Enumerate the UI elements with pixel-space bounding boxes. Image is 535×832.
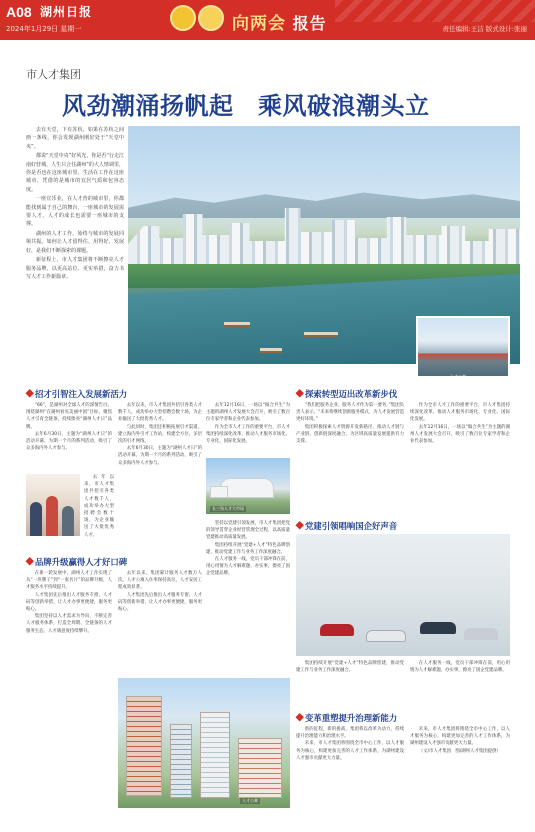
tower-shape: [200, 712, 230, 798]
paragraph: 在新一轮发展中，湖州人才工作实现了从“一块牌子”到“一张名片”的品牌升级，人才服务水平持续提升。: [26, 571, 112, 591]
paragraph: 集团持续开展“党建+人才”特色品牌创建，推动党建工作与业务工作深度融合。: [296, 661, 404, 674]
section-text: [118, 570, 202, 674]
boat-shape: [260, 348, 282, 353]
paragraph: 在人才服务一线，党员干部冲锋在前，用心用情为人才解难题、办实事，擦亮了国企党建品牌。: [206, 557, 290, 577]
lead-paragraph: 都说“天堂中央”好风光，你是否“行走江南好营城，人生只合住湖州”的大人情调里，你是否也在这座城市里，生活在工作在这座城市，凭借的是城市的宜居气质和包容态度。: [26, 153, 124, 193]
section-text: [410, 402, 510, 514]
section-title-sub: 报告: [292, 14, 327, 33]
lead-paragraph: 去有天堂，下有苏杭，如果在苏杭之间画一条线，你会发现湖州刚好处于“天堂中央”。: [26, 127, 124, 150]
paragraph: 新的征程，新的挑战，集团将以改革为动力，持续提升治理能力和治理水平。: [296, 727, 404, 740]
section-heading-text: 探索转型迈出改革新步伐: [305, 389, 398, 399]
paragraph: 去年12月16日，一场以“做合共生”为主题的湖州人才发展大会召开，吸引了数百位专家学者和企业代表参加。: [410, 424, 510, 445]
recruitment-photo: [26, 474, 80, 536]
section-text: [296, 726, 404, 822]
tower-shape: [170, 724, 192, 798]
paragraph: 集团持续开展“党建+人才”特色品牌创建，推动党建工作与业务工作深度融合。: [206, 542, 290, 555]
article-headline: 风劲潮涌扬帆起 乘风破浪潮头立: [62, 92, 430, 120]
diamond-icon: [25, 557, 33, 565]
section-title-main: 向两会: [232, 14, 286, 34]
paragraph: 去年以来，市人才集团共招引各类人才数千人，成功举办大型招聘会数十场，为企业输送了大批优秀人才。: [84, 475, 114, 538]
paragraph: 去年12月16日，一场以“做合共生”为主题的湖州人才发展大会召开，吸引了数百位专家学者和企业代表参加。: [206, 403, 290, 423]
paragraph: 集团积极探索人才资源开发新路径，推动人才链与产业链、创新链深度融合，为区域高质量发展提供有力支撑。: [296, 424, 404, 445]
paragraph: 与此同时，集团还积极拓展引才渠道，建立海内外引才工作站，构建全方位、多层次的引才网络。: [118, 424, 202, 445]
section-heading: [296, 712, 397, 724]
person-shape: [30, 502, 42, 536]
boat-shape: [224, 322, 250, 327]
section-heading-text: 变革重塑提升治理新能力: [305, 713, 398, 723]
section-text: [84, 474, 114, 550]
photo-caption: 长三角人才大市场: [212, 506, 244, 511]
paragraph: 作为全市人才工作的重要平台，市人才集团持续深化改革，推动人才服务市场化、专业化、国际化发展。: [410, 403, 510, 423]
paragraph: 去年以来，市人才集团共招引各类人才数千人，成功举办大型招聘会数十场，为企业输送了大批优秀人才。: [118, 403, 202, 423]
paragraph: 人才集团先后推出人才服务专窗、人才码等创新举措，让人才办事更便捷，服务更贴心。: [26, 592, 112, 613]
talent-apartment-photo: [118, 678, 290, 808]
exhibition-hall-photo: [296, 534, 510, 656]
inset-caption: 人才公寓: [450, 374, 466, 379]
car-shape: [464, 628, 498, 640]
newspaper-name: 湖州日报: [40, 5, 93, 19]
section-heading-text: 品牌升级赢得人才好口碑: [35, 557, 128, 567]
paragraph: 去年6月30日，主题为“湖州人才日”的活动开幕，为期一个月的系列活动，吸引了众多海内外人才参与。: [118, 446, 202, 466]
car-shape: [320, 624, 354, 636]
section-heading: [26, 556, 127, 568]
emblem-icon: [198, 5, 224, 31]
section-heading: [296, 388, 397, 400]
section-text: [410, 660, 510, 706]
building-shape: [220, 478, 274, 498]
page-number: A08: [6, 4, 32, 20]
paragraph: 人才集团先后推出人才服务专窗、人才码等创新举措，让人才办事更便捷，服务更贴心。: [118, 592, 202, 613]
paragraph: 集团坚持以人才需求为导向，不断完善人才服务体系，打造全周期、全链条的人才服务生态，人才满意度持续攀升。: [26, 614, 112, 634]
issue-date: 2024年1月29日 星期一: [6, 25, 82, 33]
section-heading-text: 党建引领唱响国企好声音: [305, 521, 398, 531]
emblem-icon: [170, 5, 196, 31]
paragraph: “66”，是湖州对全球人才的深情告白。围绕湖州“在湖州看见美丽中国”目标，聚焦人才引育全链条，持续擦亮“湖州人才日”品牌。: [26, 403, 112, 430]
page-header: [0, 0, 535, 40]
section-title: [232, 9, 327, 34]
lead-text: [26, 126, 124, 350]
diamond-icon: [295, 521, 303, 529]
section-heading: [296, 520, 397, 532]
mountain-shape: [128, 184, 520, 218]
tower-shape: [238, 738, 282, 798]
section-text: [410, 726, 510, 822]
inset-photo: [416, 316, 510, 378]
article-kicker: 市人才集团: [26, 68, 81, 81]
car-shape: [420, 622, 456, 634]
paragraph: （文/市人才集团 图/湖州人才集团提供）: [418, 748, 501, 754]
lead-paragraph: 湖州的人才工作，始终与城市的发展同频共振。如何让人才留得住、用得好、发展好，是我们不断探索的课题。: [26, 230, 124, 254]
section-text: [26, 570, 112, 824]
section-heading-text: 招才引智注入发展新活力: [35, 389, 128, 399]
section-heading: [26, 388, 127, 400]
editor-credit: 责任编辑:王洁 版式设计:张丽: [442, 25, 527, 33]
building-shape: [210, 486, 228, 498]
diamond-icon: [295, 389, 303, 397]
car-shape: [366, 630, 406, 642]
section-text: [26, 402, 112, 472]
diamond-icon: [25, 389, 33, 397]
boat-shape: [304, 332, 338, 337]
paragraph: 未来，市人才集团将围绕全市中心工作，以人才服务为核心，构建更加完善的人才工作体系，为湖州建设人才强市贡献更大力量。: [410, 727, 510, 747]
photo-caption: 人才公寓: [242, 798, 258, 803]
section-text: [206, 520, 290, 674]
section-text: [118, 402, 202, 550]
paragraph: 去年以来，集团累计服务人才数万人次，人才公寓入住率保持高位，人才安居工程成效显著。: [118, 571, 202, 591]
section-text: [296, 660, 404, 706]
paragraph: 未来，市人才集团将围绕全市中心工作，以人才服务为核心，构建更加完善的人才工作体系，为湖州建设人才强市贡献更大力量。: [296, 741, 404, 761]
paragraph: 坚持以党建引领发展，市人才集团把党的领导贯穿企业经营管理全过程，以高质量党建推动高质量发展。: [206, 521, 290, 541]
paragraph: 去年6月30日，主题为“湖州人才日”的活动开幕，为期一个月的系列活动，吸引了众多海内外人才参与。: [26, 431, 112, 452]
paragraph: 作为全市人才工作的重要平台，市人才集团持续深化改革，推动人才服务市场化、专业化、国际化发展。: [206, 424, 290, 445]
lead-paragraph: 新征程上，市人才集团将不断擦亮人才服务品牌，以更高站位、更实举措，奋力书写人才工作新篇章。: [26, 257, 124, 280]
section-text: [296, 402, 404, 514]
diamond-icon: [295, 713, 303, 721]
tower-shape: [126, 696, 162, 796]
person-shape: [62, 506, 74, 536]
header-decoration: [335, 0, 535, 22]
paragraph: 在人才服务一线，党员干部冲锋在前，用心用情为人才解难题、办实事，擦亮了国企党建品牌。: [410, 661, 510, 674]
paragraph: “我们把服务企业、服务人才作为第一要务，”集团负责人表示，“未来将继续创新服务模式，为人才发展营造更好环境。”: [296, 403, 404, 423]
lead-paragraph: 一座宜乐业，在人才营的城市里，你都能找到属于自己的舞台，一座城市的发展需要人才，人才的成长也需要一座城市的支撑。: [26, 196, 124, 228]
person-shape: [46, 496, 58, 536]
